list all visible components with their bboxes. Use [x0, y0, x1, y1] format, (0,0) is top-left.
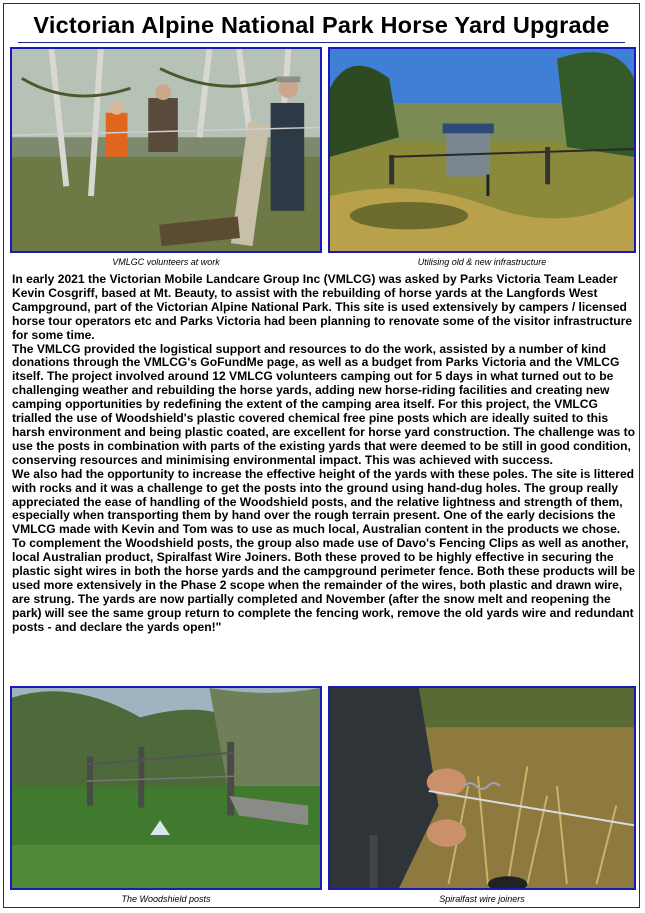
caption-woodshield: The Woodshield posts: [121, 894, 211, 904]
photo-woodshield-posts: [10, 686, 322, 890]
photo-infrastructure: [328, 47, 636, 253]
caption-spiralfast: Spiralfast wire joiners: [439, 894, 525, 904]
article-body: [12, 273, 636, 635]
title-underline: [18, 42, 625, 43]
photo-volunteers-at-work: [10, 47, 322, 253]
photo-spiralfast-joiners: [328, 686, 636, 890]
caption-volunteers: VMLGC volunteers at work: [112, 257, 220, 267]
newsletter-page: [3, 3, 640, 908]
caption-infrastructure: Utilising old & new infrastructure: [417, 257, 547, 267]
article-paragraph: The VMLCG provided the logistical support and resources to do the work, assisted by a number of kind donations through the VMLCG's GoFundMe page, as well as a budget from Parks Victoria and the VMLCG itself. The project involved around 12 VMLCG volunteers camping out for 5 days in what turned out to be challenging weather and rebuilding the horse yards, adding new horse-riding facilities and creating new camping opportunities by redefining the extent of the camping area itself. For this project, the VMLCG trialled the use of Woodshield's plastic covered chemical free pine posts which are ideally suited to this harsh environment and being plastic coated, are excellent for horse yard construction. The challenge was to use the posts in combination with parts of the existing yards that were deemed to be still in good condition, conserving resources and minimising environmental impact. This was achieved with success.: [12, 341, 635, 467]
article-paragraph: We also had the opportunity to increase the effective height of the yards with these poles. The site is littered with rocks and it was a challenge to get the posts into the ground using hand-dug holes. The group really appreciated the ease of handling of the Woodshield posts, and the relative lightness and strength of them, especially when transporting them by hand over the rough terrain present. One of the early decisions the VMLCG made with Kevin and Tom was to use as much local, Australian content in the products we chose. To complement the Woodshield posts, the group also made use of Davo's Fencing Clips as well as another, local Australian product, Spiralfast Wire Joiners. Both these proved to be highly effective in securing the plastic sight wires in both the horse yards and the campground perimeter fence. Both these products will be used more extensively in the Phase 2 scope when the remainder of the wires, both plastic and drawn wire, are strung. The yards are now partially completed and November (after the snow melt and reopening the park) will see the same group return to complete the fencing work, remove the old yards wire and redundant posts - and declare the yards open!": [12, 466, 635, 634]
page-title: Victorian Alpine National Park Horse Yard Upgrade: [33, 12, 610, 38]
article-paragraph: In early 2021 the Victorian Mobile Landcare Group Inc (VMLCG) was asked by Parks Victoria Team Leader Kevin Cosgriff, based at Mt. Beauty, to assist with the rebuilding of horse yards at the Langfords West Campground, part of the Victorian Alpine National Park. This site is used extensively by campers / licensed horse tour operators etc and Parks Victoria had been planning to renovate some of the visitor infrastructure for some time.: [12, 272, 633, 342]
